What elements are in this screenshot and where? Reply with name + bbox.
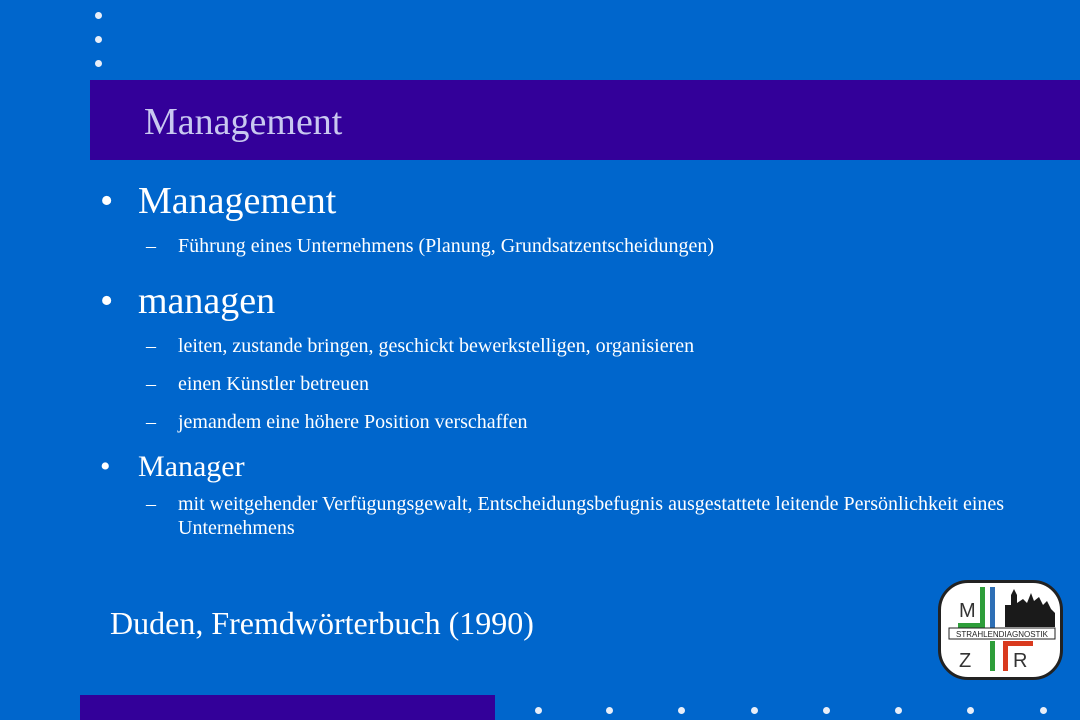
sub-item bbox=[146, 492, 1070, 540]
decor-dot bbox=[823, 707, 830, 714]
sub-item bbox=[146, 410, 1070, 434]
citation: Duden, Fremdwörterbuch (1990) bbox=[110, 605, 534, 641]
dash-icon: – bbox=[146, 493, 156, 515]
green-bar-icon bbox=[958, 623, 985, 628]
bullet-item bbox=[100, 278, 1070, 324]
decor-dot bbox=[967, 707, 974, 714]
bullet-label: Manager bbox=[138, 450, 245, 483]
bullet-label: managen bbox=[138, 280, 276, 322]
logo-banner-text: STRAHLENDIAGNOSTIK bbox=[955, 630, 1049, 639]
green-bar-icon bbox=[980, 587, 985, 627]
blue-bar-icon bbox=[990, 587, 995, 629]
decor-dot bbox=[895, 707, 902, 714]
logo-graphic bbox=[941, 583, 1060, 677]
decor-dot bbox=[751, 707, 758, 714]
slide-content bbox=[100, 178, 1070, 540]
dash-icon: – bbox=[146, 411, 156, 433]
decor-dot bbox=[1040, 707, 1047, 714]
decor-dot bbox=[95, 36, 102, 43]
decor-dot bbox=[606, 707, 613, 714]
red-bar-icon bbox=[1003, 641, 1033, 646]
logo-letter-z: Z bbox=[959, 650, 972, 672]
sub-item-text: einen Künstler betreuen bbox=[178, 373, 370, 395]
sub-item-text: mit weitgehender Verfügungsgewalt, Entscheidungsbefugnis ausgestattete leitende Persönlichkeit eines Unternehmens bbox=[178, 493, 1005, 539]
mzr-logo bbox=[938, 580, 1063, 680]
bullet-icon: • bbox=[100, 180, 114, 222]
dash-icon: – bbox=[146, 235, 156, 257]
decor-dot bbox=[95, 60, 102, 67]
slide-title: Management bbox=[144, 101, 343, 143]
green-bar-icon bbox=[990, 641, 995, 671]
sub-item-text: jemandem eine höhere Position verschaffen bbox=[178, 411, 528, 433]
dash-icon: – bbox=[146, 373, 156, 395]
sub-item-text: leiten, zustande bringen, geschickt bewerkstelligen, organisieren bbox=[178, 335, 695, 357]
sub-item bbox=[146, 334, 1070, 358]
logo-letter-m: M bbox=[959, 600, 976, 622]
decor-dot bbox=[678, 707, 685, 714]
bullet-item bbox=[100, 448, 1070, 486]
logo-letter-r: R bbox=[1013, 650, 1028, 672]
sub-item bbox=[146, 234, 1070, 258]
sub-item-text: Führung eines Unternehmens (Planung, Grundsatzentscheidungen) bbox=[178, 235, 714, 257]
footer-band bbox=[80, 695, 495, 720]
dash-icon: – bbox=[146, 335, 156, 357]
bullet-icon: • bbox=[100, 450, 111, 483]
bullet-label: Management bbox=[138, 180, 337, 222]
decor-dot bbox=[95, 12, 102, 19]
bullet-icon: • bbox=[100, 280, 114, 322]
decor-dot bbox=[535, 707, 542, 714]
building-icon bbox=[1005, 589, 1055, 627]
sub-item bbox=[146, 372, 1070, 396]
bullet-item bbox=[100, 178, 1070, 224]
